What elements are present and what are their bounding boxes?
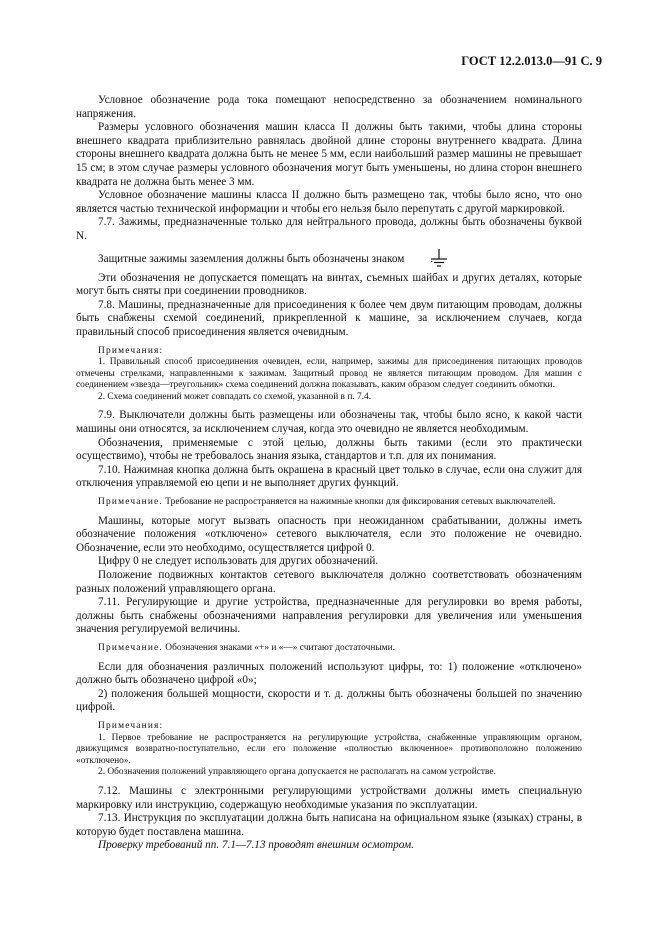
clause-7-12: 7.12. Машины с электронными регулирующими устройствами должны иметь специальную маркировку или инструкцию, содержащую необходимые указания по эксплуатации. [76, 784, 582, 811]
clause-7-13: 7.13. Инструкция по эксплуатации должна быть написана на официальном языке (языках) страны, в которую будет поставлена машина. [76, 812, 582, 838]
note-plus-minus [76, 643, 582, 655]
notes-heading: Примечания: [98, 345, 164, 356]
clause-7-7: 7.7. Зажимы, предназначенные только для нейтрального провода, должны быть обозначены буквой N. [76, 216, 582, 242]
note-pushbutton [76, 497, 582, 509]
note-item: 2. Обозначения положений управляющего органа допускается не располагать на самом устройстве. [98, 767, 496, 778]
paragraph-class2-placement: Условное обозначение машины класса II должно быть размещено так, чтобы было ясно, что оно является частью технической информации и чтобы его нельзя было перепутать с другой маркировкой. [76, 189, 582, 215]
clause-7-9: 7.9. Выключатели должны быть размещены или обозначены так, чтобы было ясно, к какой части машины они относятся, за исключением случая, когда это очевидно не является необходимым. [76, 409, 582, 436]
note-item: 1. Правильный способ присоединения очевиден, если, например, зажимы для присоединения питающих проводов отмечены стрелками, направленными к зажимам. Защитный провод не является питающим проводом. Для машин с соединением «звезда—треугольник» схема соединений должна показывать, каким образом следует соединить обмотки. [76, 357, 582, 391]
paragraph-off-position: Машины, которые могут вызвать опасность при неожиданном срабатывании, должны иметь обозначение положения «отключено» сетевого выключателя, если это положение не очевидно. Обозначение, если это необходимо, осуществляется цифрой 0. [76, 514, 582, 554]
paragraph-screws: Эти обозначения не допускается помещать на винтах, съемных шайбах и других деталях, которые могут быть сняты при соединении проводников. [76, 271, 582, 298]
note-item: 1. Первое требование не распространяется на регулирующие устройства, снабженные управляющим органом, движущимся возвратно-поступательно, если его положение «полностью включенное» противоположно положению «отключено». [76, 732, 582, 766]
paragraph-class2-size: Размеры условного обозначения машин класса II должны быть такими, чтобы длина стороны внешнего квадрата приблизительно равнялась двойной длине стороны внутреннего квадрата. Длина стороны внешнего квадрата должна быть не менее 5 мм, если наибольший размер машины не превышает 15 см; в этом случае размеры условного обозначения могут быть уменьшены, но длина сторон внешнего квадрата не должна быть менее 3 мм. [76, 121, 582, 188]
clause-7-11: 7.11. Регулирующие и другие устройства, предназначенные для регулировки во время работы, должны быть снабжены обозначениями направления регулировки для увеличения или уменьшения значения регулируемой величины. [76, 596, 582, 636]
paragraph-higher-values: 2) положения большей мощности, скорости и т. д. должны быть обозначены большей по значению цифрой. [76, 687, 582, 714]
note-label: Примечание. [98, 642, 163, 653]
note-label: Примечание. [98, 497, 163, 508]
paragraph-earth-terminals [76, 248, 582, 268]
paragraph-zero-digit: Цифру 0 не следует использовать для других обозначений. [98, 555, 379, 568]
note-text: Требование не распространяется на нажимные кнопки для фиксирования сетевых выключателей. [162, 497, 556, 508]
paragraph-contacts: Положение подвижных контактов сетевого выключателя должно соответствовать обозначениям разных положений управляющего органа. [76, 569, 582, 595]
notes-heading: Примечания: [98, 720, 164, 731]
earth-ground-icon [406, 248, 428, 268]
paragraph-digits: Если для обозначения различных положений используют цифры, то: 1) положение «отключено» должно быть обозначено цифрой «0»; [76, 660, 582, 687]
earth-terminals-text: Защитные зажимы заземления должны быть обозначены знаком [98, 252, 405, 265]
earth-terminals-period: . [430, 252, 434, 265]
document-body [76, 94, 582, 853]
note-item: 2. Схема соединений может совпадать со схемой, указанной в п. 7.4. [98, 391, 372, 402]
paragraph-symbols: Обозначения, применяемые с этой целью, должны быть такими (если это практически осуществимо), чтобы не требовалось знания языка, стандартов и т.п. для их понимания. [76, 436, 582, 463]
clause-7-10: 7.10. Нажимная кнопка должна быть окрашена в красный цвет только в случае, если она служит для отключения управляемой ею цепи и не выполняет других функций. [76, 463, 582, 490]
paragraph-current-type: Условное обозначение рода тока помещают непосредственно за обозначением номинального напряжения. [76, 94, 582, 120]
note-text: Обозначения знаками «+» и «—» считают достаточными. [162, 642, 395, 653]
verification-note: Проверку требований пп. 7.1—7.13 проводят внешним осмотром. [98, 839, 414, 852]
clause-7-8: 7.8. Машины, предназначенные для присоединения к более чем двум питающим проводам, должны быть снабжены схемой соединений, прикрепленной к машине, за исключением случаев, когда правильный способ присоединения является очевидным. [76, 298, 582, 338]
page-header: ГОСТ 12.2.013.0—91 С. 9 [461, 54, 602, 68]
